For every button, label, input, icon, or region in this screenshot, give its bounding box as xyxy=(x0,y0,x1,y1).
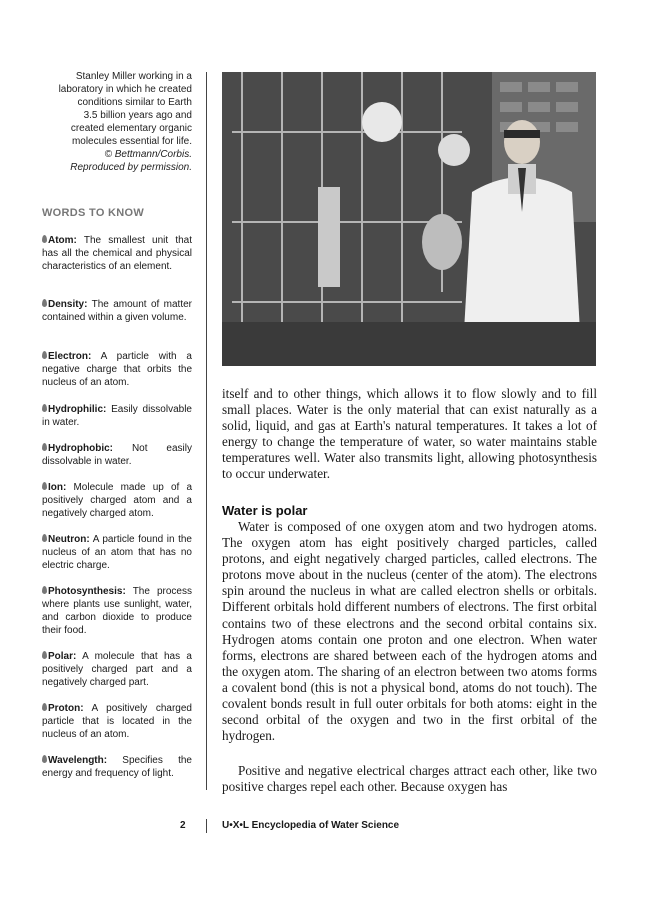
term: Hydrophilic: xyxy=(48,404,107,415)
term: Hydrophobic: xyxy=(48,443,113,454)
book-title: U•X•L Encyclopedia of Water Science xyxy=(222,820,400,831)
water-drop-icon xyxy=(42,651,47,659)
caption-line: created elementary organic xyxy=(70,123,192,134)
definition-text: The smallest unit that has all the chemical and physical characteristics of an element. xyxy=(42,235,192,272)
photo-caption xyxy=(42,70,192,174)
water-drop-icon xyxy=(42,299,47,307)
water-drop-icon xyxy=(42,443,47,451)
definition-neutron xyxy=(42,533,192,572)
definition-text: Specifies the energy and frequency of light. xyxy=(42,755,192,779)
water-drop-icon xyxy=(42,235,47,243)
definition-polar xyxy=(42,650,192,689)
caption-line: 3.5 billion years ago and xyxy=(83,110,192,121)
water-drop-icon xyxy=(42,404,47,412)
definition-hydrophilic xyxy=(42,403,192,429)
term: Proton: xyxy=(48,703,84,714)
term: Polar: xyxy=(48,651,77,662)
body-paragraph xyxy=(222,519,597,744)
water-drop-icon xyxy=(42,755,47,763)
water-drop-icon xyxy=(42,703,47,711)
definition-photosynthesis xyxy=(42,585,192,637)
definition-text: A particle found in the nucleus of an atom that has no electric charge. xyxy=(42,534,192,571)
definition-text: The amount of matter contained within a given volume. xyxy=(42,299,192,323)
section-heading: Water is polar xyxy=(222,503,308,518)
water-drop-icon xyxy=(42,534,47,542)
definition-text: Molecule made up of a positively charged atom and a negatively charged atom. xyxy=(42,482,192,519)
definition-text: A molecule that has a positively charged part and a negatively charged part. xyxy=(42,651,192,688)
laboratory-illustration xyxy=(222,72,596,366)
caption-line: Stanley Miller working in a xyxy=(75,71,192,82)
page-number: 2 xyxy=(180,820,186,831)
paragraph-text: Positive and negative electrical charges attract each other, like two positive charges repel each other. Because oxygen has xyxy=(222,763,597,795)
photo-credit: © Bettmann/Corbis. xyxy=(104,149,192,160)
definition-proton xyxy=(42,702,192,741)
caption-line: conditions similar to Earth xyxy=(77,97,192,108)
term: Wavelength: xyxy=(48,755,108,766)
term: Photosynthesis: xyxy=(48,586,126,597)
definition-text: Not easily dissolvable in water. xyxy=(42,443,192,467)
definition-text: The process where plants use sunlight, water, and carbon dioxide to produce their food. xyxy=(42,586,192,636)
definition-density xyxy=(42,298,192,324)
definition-electron xyxy=(42,350,192,389)
water-drop-icon xyxy=(42,586,47,594)
paragraph-text: Water is composed of one oxygen atom and two hydrogen atoms. The oxygen atom has eight positively charged particles, called protons, and eight negatively charged particles, called electrons. The protons move about in the nucleus (center of the atom). The electrons spin around the nucleus in what are called electron shells or orbitals. Different orbitals hold different numbers of electrons. The first orbital contains two of these electrons and the second orbital contains six. Hydrogen atoms contain one proton and one electron. When water forms, electrons are shared between each of the hydrogen atoms and the oxygen atom. The sharing of an electron between two atoms forms a covalent bond (this is not a physical bond, atoms do not touch). The covalent bonds result in full outer orbitals for both atoms: eight in the second orbital of the oxygen and two in the first orbital of the hydrogen. xyxy=(222,519,597,744)
term: Ion: xyxy=(48,482,67,493)
water-drop-icon xyxy=(42,351,47,359)
definition-hydrophobic xyxy=(42,442,192,468)
term: Neutron: xyxy=(48,534,90,545)
footer-divider xyxy=(206,819,207,833)
water-drop-icon xyxy=(42,482,47,490)
term: Density: xyxy=(48,299,88,310)
column-divider xyxy=(206,72,207,790)
definition-wavelength xyxy=(42,754,192,780)
term: Atom: xyxy=(48,235,77,246)
body-paragraph xyxy=(222,763,597,795)
definition-text: A positively charged particle that is located in the nucleus of an atom. xyxy=(42,703,192,740)
body-paragraph xyxy=(222,386,597,483)
definition-text: Easily dissolvable in water. xyxy=(42,404,192,428)
photo-credit-permission: Reproduced by permission. xyxy=(70,162,192,173)
words-to-know-heading: WORDS TO KNOW xyxy=(42,207,145,219)
definition-text: A particle with a negative charge that orbits the nucleus of an atom. xyxy=(42,351,192,388)
caption-line: laboratory in which he created xyxy=(58,84,192,95)
term: Electron: xyxy=(48,351,92,362)
definition-atom xyxy=(42,234,192,273)
caption-line: molecules essential for life. xyxy=(71,136,192,147)
laboratory-photo xyxy=(222,72,596,366)
paragraph-text: itself and to other things, which allows it to flow slowly and to fill small places. Water is the only material that can exist naturally as a solid, liquid, and gas at Earth's natural temperatures. It takes a lot of energy to change the temperature of water, so water maintains stable temperatures well. Water also transmits light, allowing photosynthesis to occur underwater. xyxy=(222,386,597,482)
definition-ion xyxy=(42,481,192,520)
